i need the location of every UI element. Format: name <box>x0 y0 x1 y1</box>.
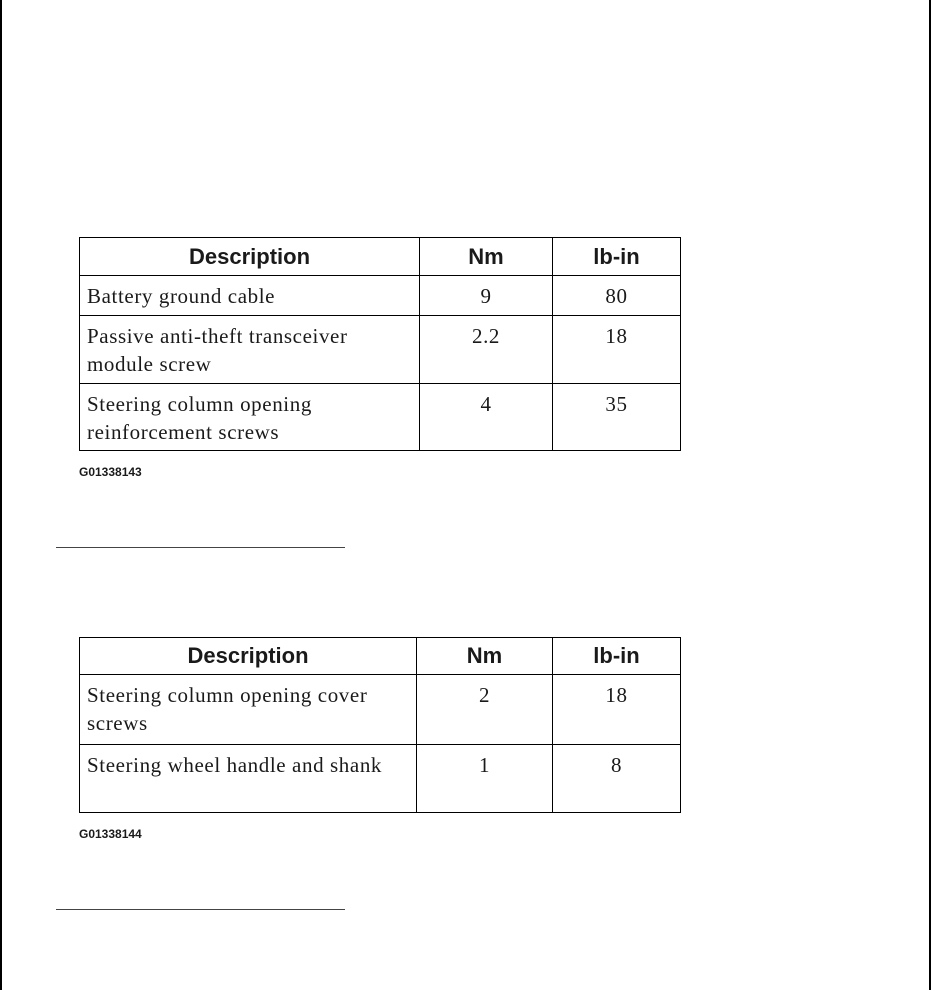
table-header-row <box>80 638 681 675</box>
row-lb-in: 18 <box>553 675 681 745</box>
row-lb-in: 35 <box>553 384 681 451</box>
header-lb-in: lb-in <box>553 638 681 675</box>
header-description: Description <box>80 638 417 675</box>
figure-id: G01338144 <box>79 827 142 841</box>
table-row <box>80 745 681 813</box>
table-header-row <box>80 238 681 276</box>
row-lb-in: 8 <box>553 745 681 813</box>
page-left-border <box>0 0 2 990</box>
figure-id: G01338143 <box>79 465 142 479</box>
table-row <box>80 384 681 451</box>
header-nm: Nm <box>417 638 553 675</box>
row-lb-in: 18 <box>553 316 681 384</box>
page-right-border <box>929 0 931 990</box>
table-row <box>80 675 681 745</box>
row-description: Steering wheel handle and shank <box>80 745 417 813</box>
row-description: Passive anti-theft transceiver module screw <box>80 316 420 384</box>
header-lb-in: lb-in <box>553 238 681 276</box>
torque-spec-table-1 <box>79 237 681 451</box>
row-lb-in: 80 <box>553 276 681 316</box>
row-description: Steering column opening reinforcement screws <box>80 384 420 451</box>
header-nm: Nm <box>420 238 553 276</box>
row-nm: 2.2 <box>420 316 553 384</box>
row-nm: 2 <box>417 675 553 745</box>
row-nm: 1 <box>417 745 553 813</box>
torque-spec-table-2 <box>79 637 681 813</box>
section-divider <box>56 547 345 548</box>
row-nm: 9 <box>420 276 553 316</box>
row-description: Steering column opening cover screws <box>80 675 417 745</box>
header-description: Description <box>80 238 420 276</box>
table-row <box>80 276 681 316</box>
row-nm: 4 <box>420 384 553 451</box>
row-description: Battery ground cable <box>80 276 420 316</box>
table-row <box>80 316 681 384</box>
section-divider <box>56 909 345 910</box>
